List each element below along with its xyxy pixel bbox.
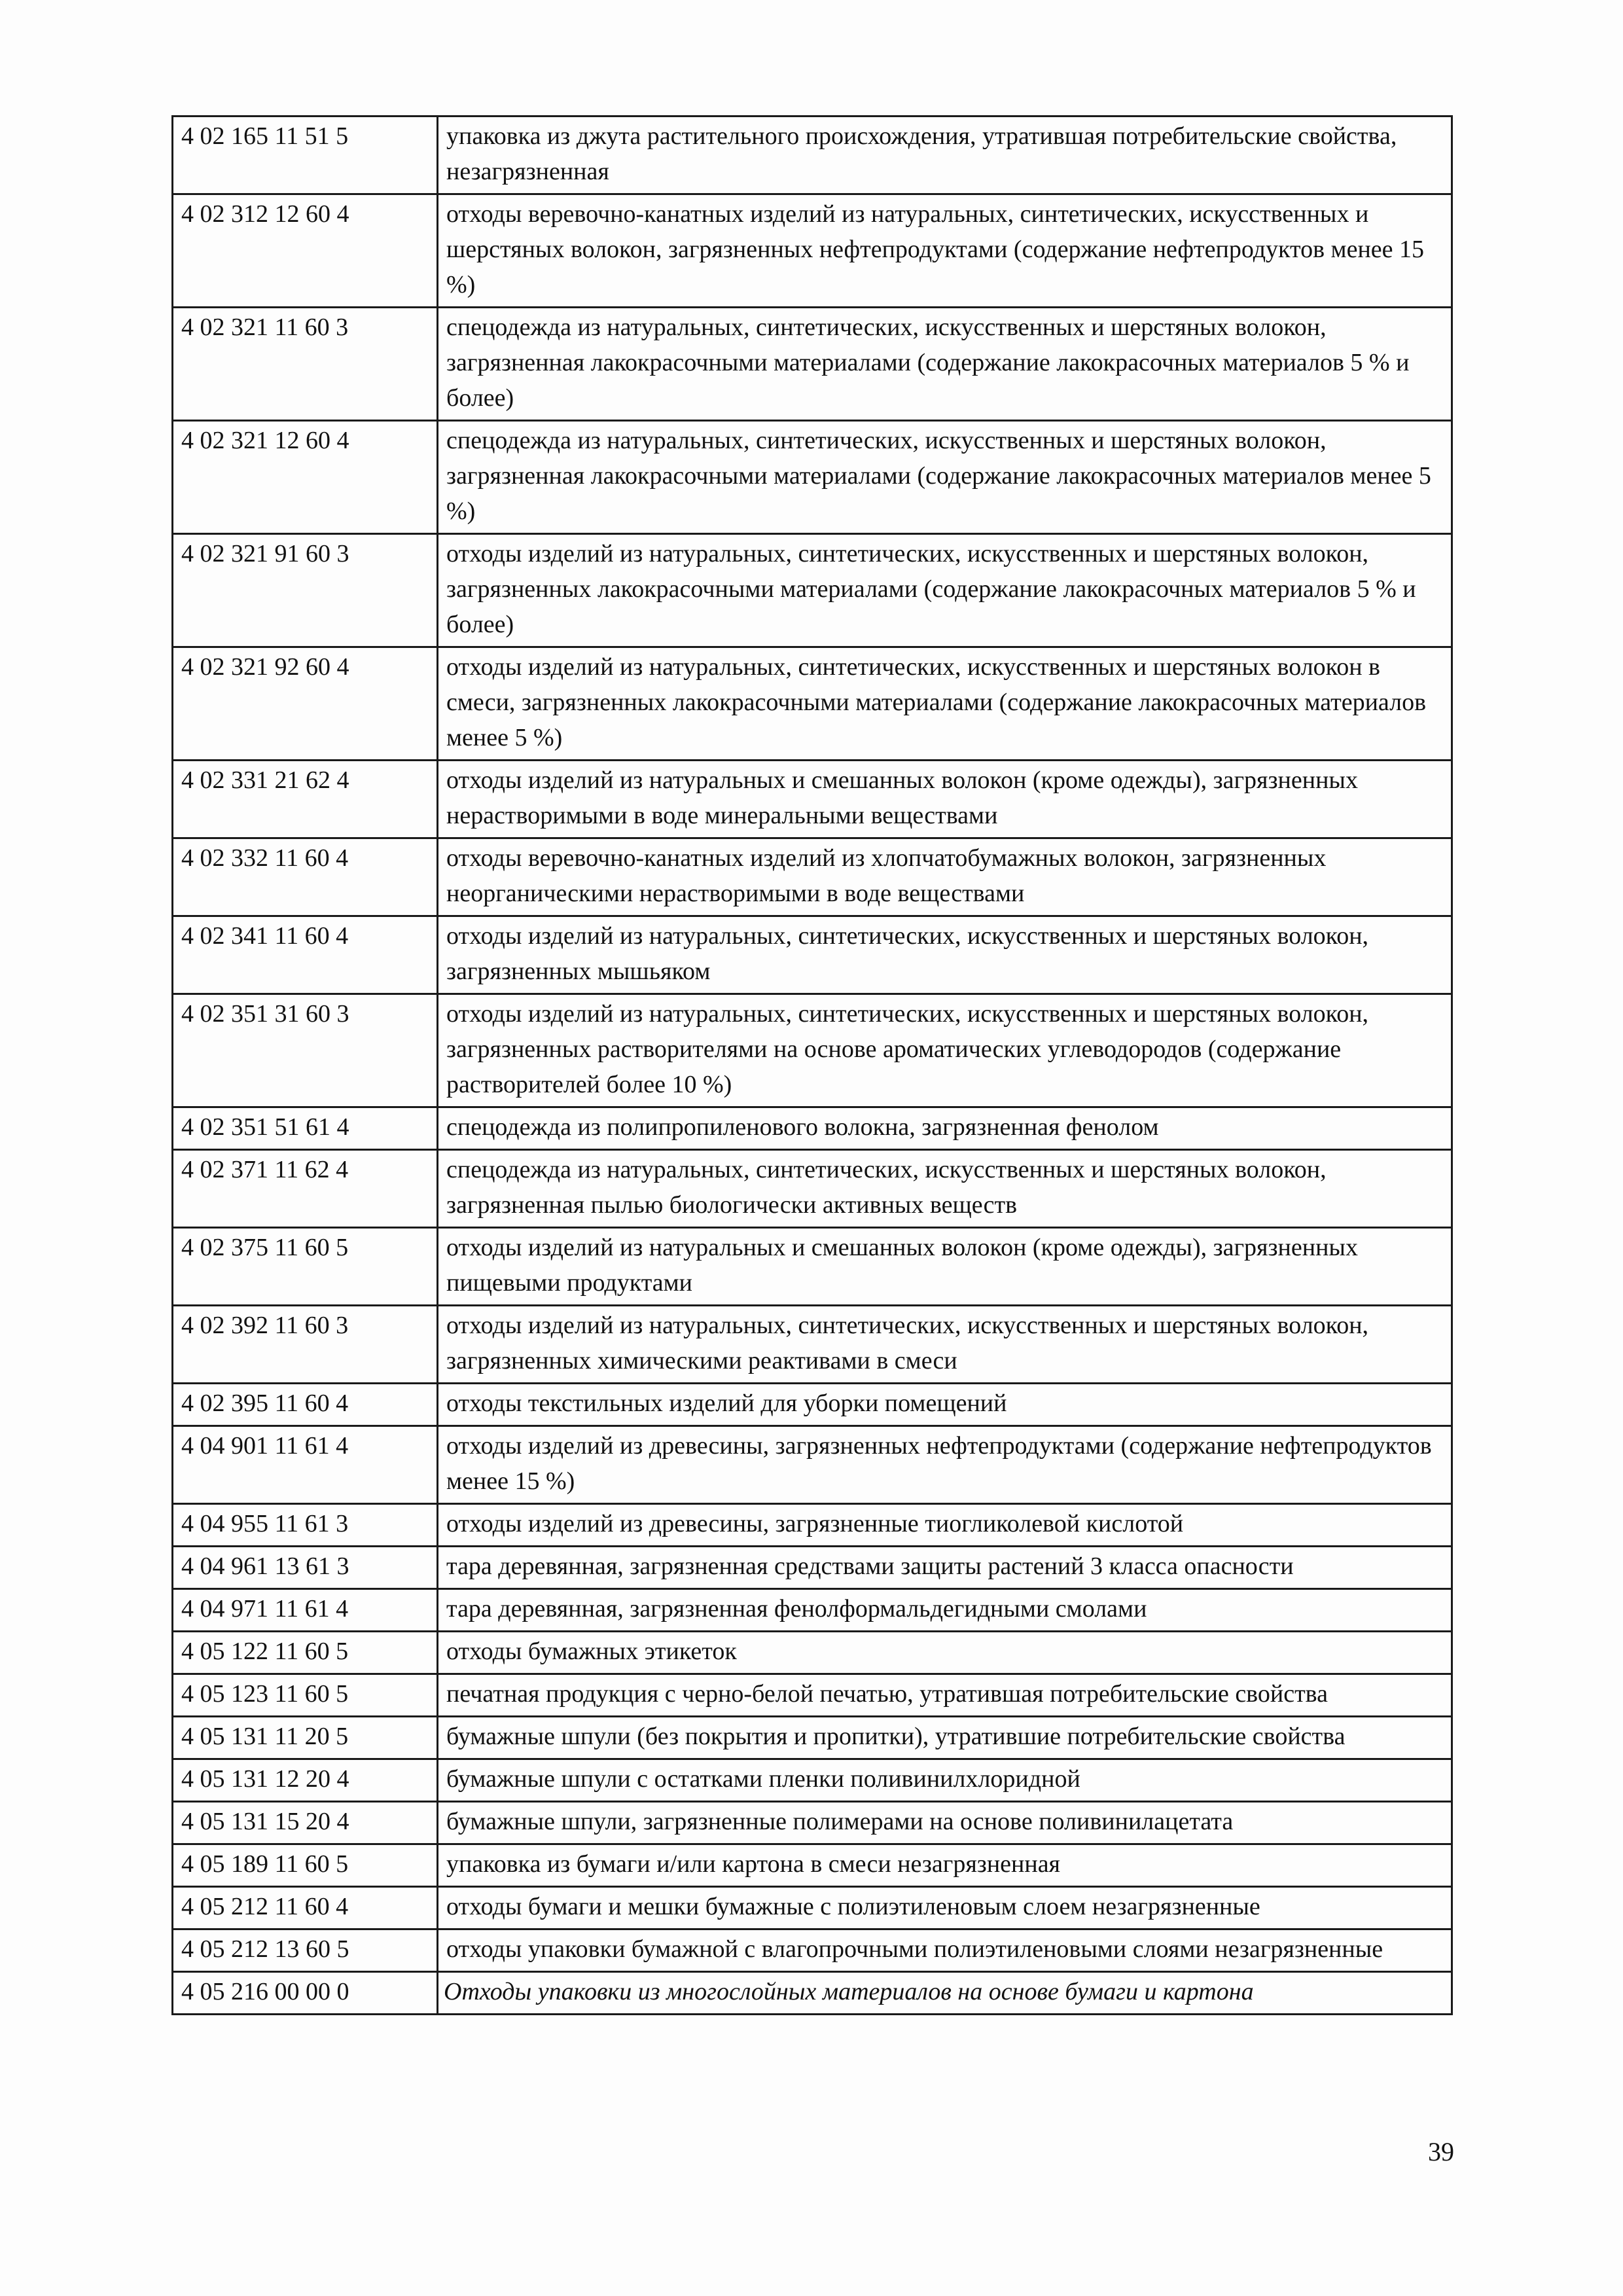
waste-code-cell: 4 02 395 11 60 4 bbox=[173, 1384, 438, 1426]
waste-code-cell: 4 04 901 11 61 4 bbox=[173, 1426, 438, 1504]
table-row bbox=[173, 1150, 1452, 1228]
table-row bbox=[173, 1426, 1452, 1504]
waste-code-cell: 4 02 341 11 60 4 bbox=[173, 916, 438, 994]
waste-description-cell: отходы веревочно-канатных изделий из хлопчатобумажных волокон, загрязненных неорганическими нерастворимыми в воде веществами bbox=[438, 838, 1452, 916]
waste-code-cell: 4 04 971 11 61 4 bbox=[173, 1589, 438, 1632]
table-row bbox=[173, 1547, 1452, 1589]
table-row bbox=[173, 838, 1452, 916]
table-row bbox=[173, 647, 1452, 761]
waste-description-cell: отходы изделий из натуральных, синтетических, искусственных и шерстяных волокон, загрязненных мышьяком bbox=[438, 916, 1452, 994]
waste-description-cell: отходы изделий из натуральных, синтетических, искусственных и шерстяных волокон, загрязненных лакокрасочными материалами (содержание лакокрасочных материалов 5 % и более) bbox=[438, 534, 1452, 647]
table-row bbox=[173, 761, 1452, 838]
waste-code-cell: 4 02 321 91 60 3 bbox=[173, 534, 438, 647]
waste-description-cell: спецодежда из полипропиленового волокна, загрязненная фенолом bbox=[438, 1107, 1452, 1150]
table-row bbox=[173, 308, 1452, 421]
waste-code-cell: 4 02 392 11 60 3 bbox=[173, 1306, 438, 1384]
waste-description-cell: отходы изделий из древесины, загрязненные тиогликолевой кислотой bbox=[438, 1504, 1452, 1547]
table-row bbox=[173, 1674, 1452, 1717]
waste-description-cell: упаковка из джута растительного происхождения, утратившая потребительские свойства, незагрязненная bbox=[438, 117, 1452, 194]
waste-code-cell: 4 02 331 21 62 4 bbox=[173, 761, 438, 838]
waste-code-cell: 4 02 351 31 60 3 bbox=[173, 994, 438, 1107]
table-row bbox=[173, 1759, 1452, 1802]
table-row bbox=[173, 1887, 1452, 1929]
table-row bbox=[173, 1504, 1452, 1547]
page-number: 39 bbox=[1428, 2137, 1454, 2166]
waste-description-cell: отходы изделий из древесины, загрязненных нефтепродуктами (содержание нефтепродуктов менее 15 %) bbox=[438, 1426, 1452, 1504]
table-row bbox=[173, 1717, 1452, 1759]
waste-description-cell: бумажные шпули с остатками пленки поливинилхлоридной bbox=[438, 1759, 1452, 1802]
waste-description-cell: отходы бумаги и мешки бумажные с полиэтиленовым слоем незагрязненные bbox=[438, 1887, 1452, 1929]
waste-description-cell: отходы изделий из натуральных, синтетических, искусственных и шерстяных волокон, загрязненных растворителями на основе ароматических углеводородов (содержание растворителей более 10 %) bbox=[438, 994, 1452, 1107]
waste-code-cell: 4 02 165 11 51 5 bbox=[173, 117, 438, 194]
waste-description-cell: тара деревянная, загрязненная средствами защиты растений 3 класса опасности bbox=[438, 1547, 1452, 1589]
waste-code-table bbox=[171, 115, 1453, 2015]
waste-code-cell: 4 02 351 51 61 4 bbox=[173, 1107, 438, 1150]
table-row bbox=[173, 421, 1452, 534]
waste-code-cell: 4 05 212 13 60 5 bbox=[173, 1929, 438, 1972]
waste-description-cell: отходы веревочно-канатных изделий из натуральных, синтетических, искусственных и шерстяных волокон, загрязненных нефтепродуктами (содержание нефтепродуктов менее 15 %) bbox=[438, 194, 1452, 308]
waste-description-cell: спецодежда из натуральных, синтетических, искусственных и шерстяных волокон, загрязненная лакокрасочными материалами (содержание лакокрасочных материалов 5 % и более) bbox=[438, 308, 1452, 421]
waste-description-cell: отходы изделий из натуральных, синтетических, искусственных и шерстяных волокон в смеси, загрязненных лакокрасочными материалами (содержание лакокрасочных материалов менее 5 %) bbox=[438, 647, 1452, 761]
waste-code-cell: 4 05 131 12 20 4 bbox=[173, 1759, 438, 1802]
waste-description-cell: печатная продукция с черно-белой печатью, утратившая потребительские свойства bbox=[438, 1674, 1452, 1717]
table-row bbox=[173, 1972, 1452, 2015]
waste-code-cell: 4 04 961 13 61 3 bbox=[173, 1547, 438, 1589]
waste-description-cell: бумажные шпули, загрязненные полимерами на основе поливинилацетата bbox=[438, 1802, 1452, 1844]
waste-code-cell: 4 05 123 11 60 5 bbox=[173, 1674, 438, 1717]
waste-description-cell: отходы изделий из натуральных и смешанных волокон (кроме одежды), загрязненных нерастворимыми в воде минеральными веществами bbox=[438, 761, 1452, 838]
waste-code-cell: 4 02 371 11 62 4 bbox=[173, 1150, 438, 1228]
waste-description-cell: Отходы упаковки из многослойных материалов на основе бумаги и картона bbox=[438, 1972, 1452, 2015]
table-row bbox=[173, 1306, 1452, 1384]
waste-code-cell: 4 02 312 12 60 4 bbox=[173, 194, 438, 308]
table-row bbox=[173, 1384, 1452, 1426]
waste-description-cell: отходы упаковки бумажной с влагопрочными полиэтиленовыми слоями незагрязненные bbox=[438, 1929, 1452, 1972]
waste-code-cell: 4 05 122 11 60 5 bbox=[173, 1632, 438, 1674]
waste-description-cell: спецодежда из натуральных, синтетических, искусственных и шерстяных волокон, загрязненная пылью биологически активных веществ bbox=[438, 1150, 1452, 1228]
waste-code-cell: 4 02 332 11 60 4 bbox=[173, 838, 438, 916]
waste-code-cell: 4 04 955 11 61 3 bbox=[173, 1504, 438, 1547]
waste-code-cell: 4 02 321 11 60 3 bbox=[173, 308, 438, 421]
table-row bbox=[173, 1632, 1452, 1674]
waste-description-cell: тара деревянная, загрязненная фенолформальдегидными смолами bbox=[438, 1589, 1452, 1632]
waste-code-cell: 4 05 212 11 60 4 bbox=[173, 1887, 438, 1929]
waste-code-cell: 4 02 321 12 60 4 bbox=[173, 421, 438, 534]
waste-description-cell: упаковка из бумаги и/или картона в смеси незагрязненная bbox=[438, 1844, 1452, 1887]
table-row bbox=[173, 1844, 1452, 1887]
waste-code-cell: 4 05 216 00 00 0 bbox=[173, 1972, 438, 2015]
table-row bbox=[173, 994, 1452, 1107]
table-row bbox=[173, 1228, 1452, 1306]
waste-description-cell: отходы бумажных этикеток bbox=[438, 1632, 1452, 1674]
table-row bbox=[173, 1589, 1452, 1632]
waste-code-cell: 4 02 321 92 60 4 bbox=[173, 647, 438, 761]
table-row bbox=[173, 194, 1452, 308]
waste-description-cell: отходы изделий из натуральных и смешанных волокон (кроме одежды), загрязненных пищевыми продуктами bbox=[438, 1228, 1452, 1306]
waste-code-cell: 4 02 375 11 60 5 bbox=[173, 1228, 438, 1306]
table-row bbox=[173, 1929, 1452, 1972]
waste-description-cell: отходы текстильных изделий для уборки помещений bbox=[438, 1384, 1452, 1426]
table-row bbox=[173, 916, 1452, 994]
table-row bbox=[173, 534, 1452, 647]
table-row bbox=[173, 1107, 1452, 1150]
table-row bbox=[173, 117, 1452, 194]
waste-description-cell: спецодежда из натуральных, синтетических, искусственных и шерстяных волокон, загрязненная лакокрасочными материалами (содержание лакокрасочных материалов менее 5 %) bbox=[438, 421, 1452, 534]
waste-code-cell: 4 05 131 11 20 5 bbox=[173, 1717, 438, 1759]
waste-code-table-body bbox=[173, 117, 1452, 2015]
waste-description-cell: бумажные шпули (без покрытия и пропитки), утратившие потребительские свойства bbox=[438, 1717, 1452, 1759]
waste-description-cell: отходы изделий из натуральных, синтетических, искусственных и шерстяных волокон, загрязненных химическими реактивами в смеси bbox=[438, 1306, 1452, 1384]
waste-code-cell: 4 05 189 11 60 5 bbox=[173, 1844, 438, 1887]
waste-code-cell: 4 05 131 15 20 4 bbox=[173, 1802, 438, 1844]
table-row bbox=[173, 1802, 1452, 1844]
